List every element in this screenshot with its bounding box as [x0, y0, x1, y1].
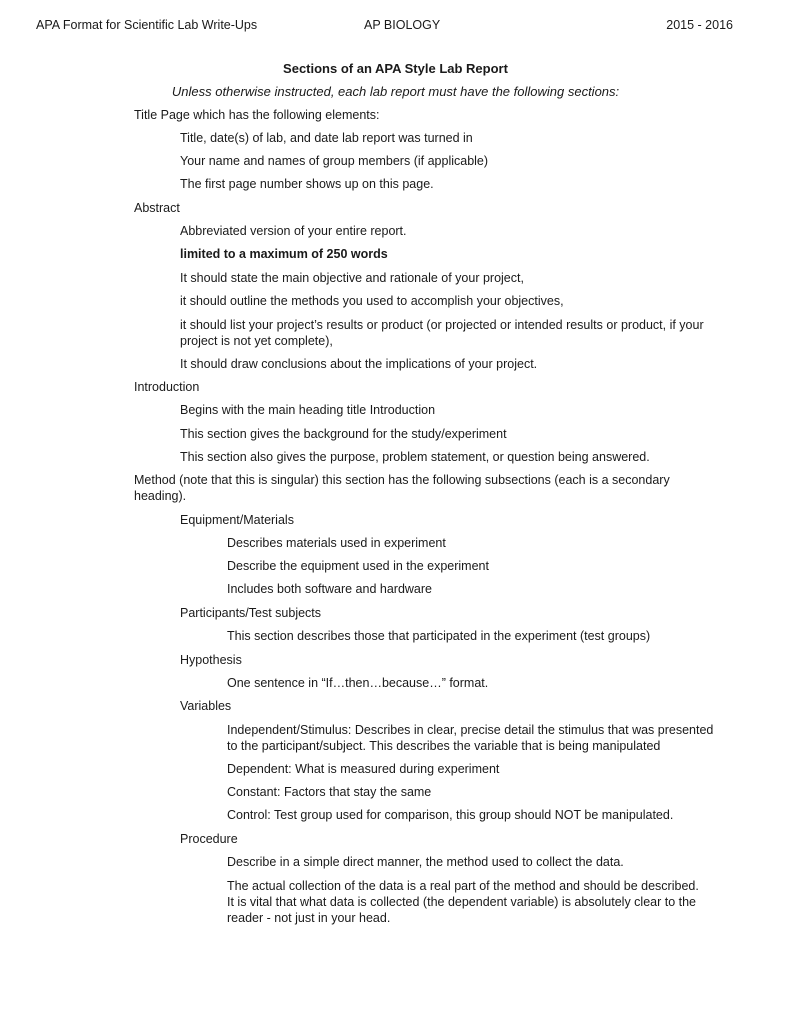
item-text: Introduction — [134, 380, 200, 394]
item-text: reader - not just in your head. — [227, 911, 391, 925]
item-text: Equipment/Materials — [180, 513, 294, 527]
item-text: Abstract — [134, 201, 180, 215]
item-text: One sentence in “If…then…because…” format. — [227, 676, 489, 690]
item-text: Procedure — [180, 832, 238, 846]
page-subtitle: Unless otherwise instructed, each lab report must have the following sections: — [171, 84, 620, 99]
item-text: It should draw conclusions about the implications of your project. — [180, 357, 538, 371]
item-text: Describe in a simple direct manner, the method used to collect the data. — [227, 855, 624, 869]
item-text: Includes both software and hardware — [227, 582, 432, 596]
item-text: project is not yet complete), — [180, 334, 333, 348]
item-text: Title Page which has the following elements: — [134, 108, 380, 122]
item-text: It is vital that what data is collected (the dependent variable) is absolutely clear to the — [227, 895, 697, 909]
item-text: This section describes those that participated in the experiment (test groups) — [227, 629, 651, 643]
item-text: Participants/Test subjects — [180, 606, 322, 620]
item-text: limited to a maximum of 250 words — [180, 247, 388, 261]
item-text: It should state the main objective and rationale of your project, — [180, 271, 524, 285]
item-text: to the participant/subject. This describes the variable that is being manipulated — [227, 739, 661, 753]
item-text: The actual collection of the data is a real part of the method and should be described. — [227, 879, 699, 893]
item-text: Hypothesis — [180, 653, 242, 667]
item-text: Abbreviated version of your entire report. — [180, 224, 407, 238]
item-text: Constant: Factors that stay the same — [227, 785, 432, 799]
header-school-year: 2015 - 2016 — [666, 18, 733, 32]
page-title: Sections of an APA Style Lab Report — [283, 61, 508, 76]
item-text: Independent/Stimulus: Describes in clear, precise detail the stimulus that was presented — [227, 723, 714, 737]
item-text: Begins with the main heading title Introduction — [180, 403, 436, 417]
item-text: Control: Test group used for comparison, this group should NOT be manipulated. — [227, 808, 674, 822]
item-text: This section gives the background for the study/experiment — [180, 427, 507, 441]
item-text: Variables — [180, 699, 232, 713]
header-subject: AP BIOLOGY — [364, 18, 441, 32]
item-text: This section also gives the purpose, problem statement, or question being answered. — [180, 450, 650, 464]
item-text: it should outline the methods you used to accomplish your objectives, — [180, 294, 564, 308]
item-text: Method (note that this is singular) this section has the following subsections (each is a secondary — [134, 473, 670, 487]
item-text: Describe the equipment used in the experiment — [227, 559, 489, 573]
item-text: The first page number shows up on this page. — [180, 177, 434, 191]
item-text: Your name and names of group members (if applicable) — [180, 154, 489, 168]
item-text: Describes materials used in experiment — [227, 536, 446, 550]
header-course-title: APA Format for Scientific Lab Write-Ups — [36, 18, 258, 32]
item-text: heading). — [134, 489, 187, 503]
item-text: Dependent: What is measured during experiment — [227, 762, 500, 776]
item-text: Title, date(s) of lab, and date lab report was turned in — [180, 131, 473, 145]
item-text: it should list your project’s results or product (or projected or intended results or product, if your — [180, 318, 704, 332]
